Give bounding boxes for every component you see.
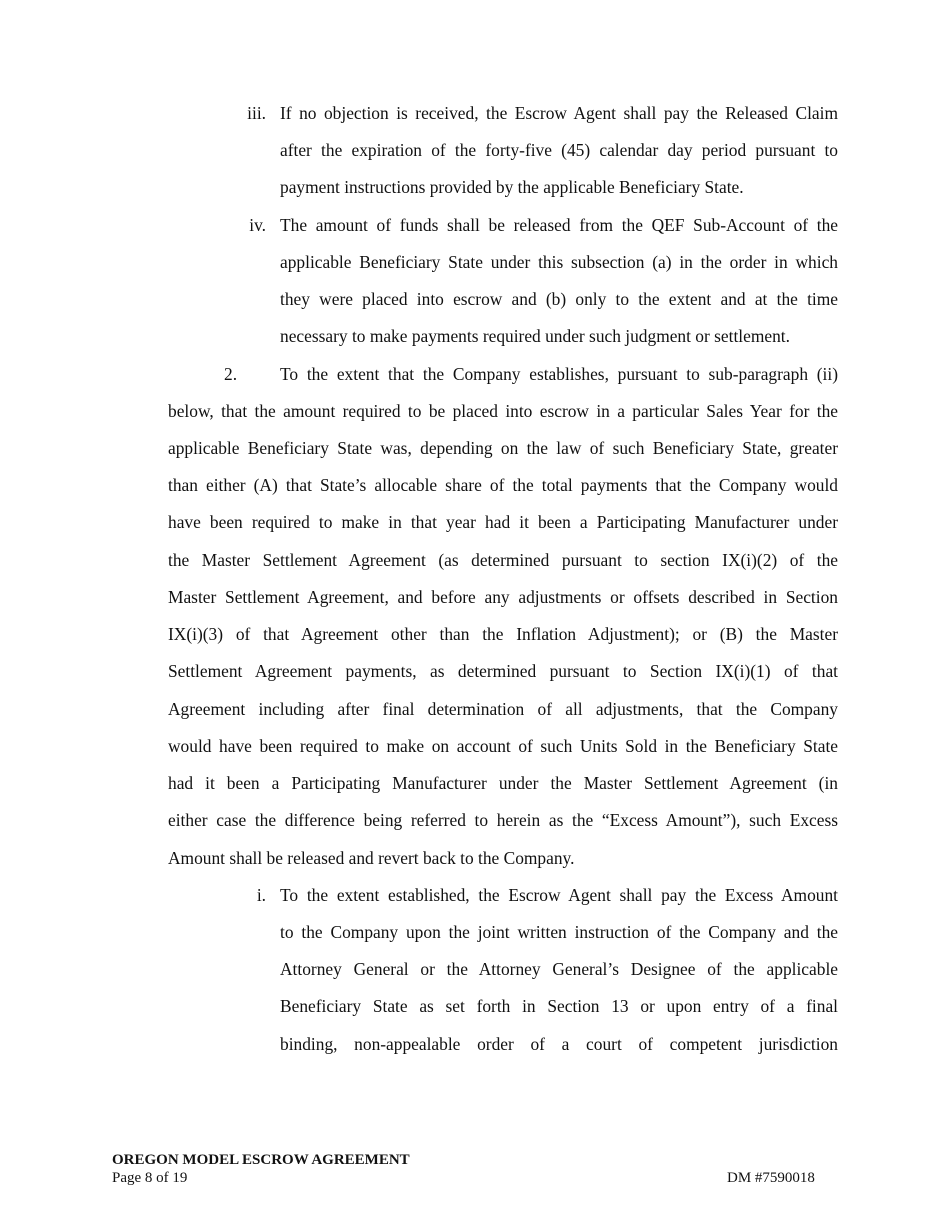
text-line: would have been required to make on account of such Units Sold in the Beneficiary State — [168, 736, 838, 756]
list-marker: i. — [256, 885, 266, 905]
text-line: either case the difference being referred to herein as the “Excess Amount”), such Excess — [168, 810, 838, 830]
text-line: have been required to make in that year had it been a Participating Manufacturer under — [168, 512, 838, 532]
text-line: To the extent that the Company establishes, pursuant to sub-paragraph (ii) — [280, 364, 838, 384]
text-line: after the expiration of the forty-five (45) calendar day period pursuant to — [280, 140, 838, 160]
list-marker: iv. — [249, 215, 266, 235]
text-line: than either (A) that State’s allocable share of the total payments that the Company would — [168, 475, 838, 495]
text-line: If no objection is received, the Escrow Agent shall pay the Released Claim — [280, 103, 838, 123]
list-marker: iii. — [247, 103, 266, 123]
text-line: To the extent established, the Escrow Agent shall pay the Excess Amount — [280, 885, 838, 905]
text-line: applicable Beneficiary State under this subsection (a) in the order in which — [280, 252, 838, 272]
text-line: Master Settlement Agreement, and before any adjustments or offsets described in Section — [168, 587, 838, 607]
footer-title: OREGON MODEL ESCROW AGREEMENT — [112, 1152, 410, 1168]
page-number: Page 8 of 19 — [112, 1170, 188, 1186]
text-line: necessary to make payments required under such judgment or settlement. — [280, 326, 790, 346]
document-id: DM #7590018 — [727, 1170, 815, 1186]
text-line: the Master Settlement Agreement (as determined pursuant to section IX(i)(2) of the — [168, 550, 838, 570]
text-line: payment instructions provided by the applicable Beneficiary State. — [280, 177, 744, 197]
text-line: Beneficiary State as set forth in Section 13 or upon entry of a final — [280, 996, 838, 1016]
text-line: Attorney General or the Attorney General’s Designee of the applicable — [280, 959, 838, 979]
text-line: Settlement Agreement payments, as determined pursuant to Section IX(i)(1) of that — [168, 661, 838, 681]
text-line: to the Company upon the joint written instruction of the Company and the — [280, 922, 838, 942]
text-line: applicable Beneficiary State was, depending on the law of such Beneficiary State, greater — [168, 438, 838, 458]
text-line: binding, non-appealable order of a court of competent jurisdiction — [280, 1034, 838, 1054]
text-line: The amount of funds shall be released from the QEF Sub-Account of the — [280, 215, 838, 235]
text-line: had it been a Participating Manufacturer under the Master Settlement Agreement (in — [168, 773, 838, 793]
paragraph-number: 2. — [224, 364, 238, 384]
text-line: below, that the amount required to be placed into escrow in a particular Sales Year for the — [168, 401, 838, 421]
text-line: IX(i)(3) of that Agreement other than the Inflation Adjustment); or (B) the Master — [168, 624, 838, 644]
text-line: they were placed into escrow and (b) only to the extent and at the time — [280, 289, 838, 309]
text-line: Amount shall be released and revert back to the Company. — [168, 848, 575, 868]
text-line: Agreement including after final determination of all adjustments, that the Company — [168, 699, 838, 719]
